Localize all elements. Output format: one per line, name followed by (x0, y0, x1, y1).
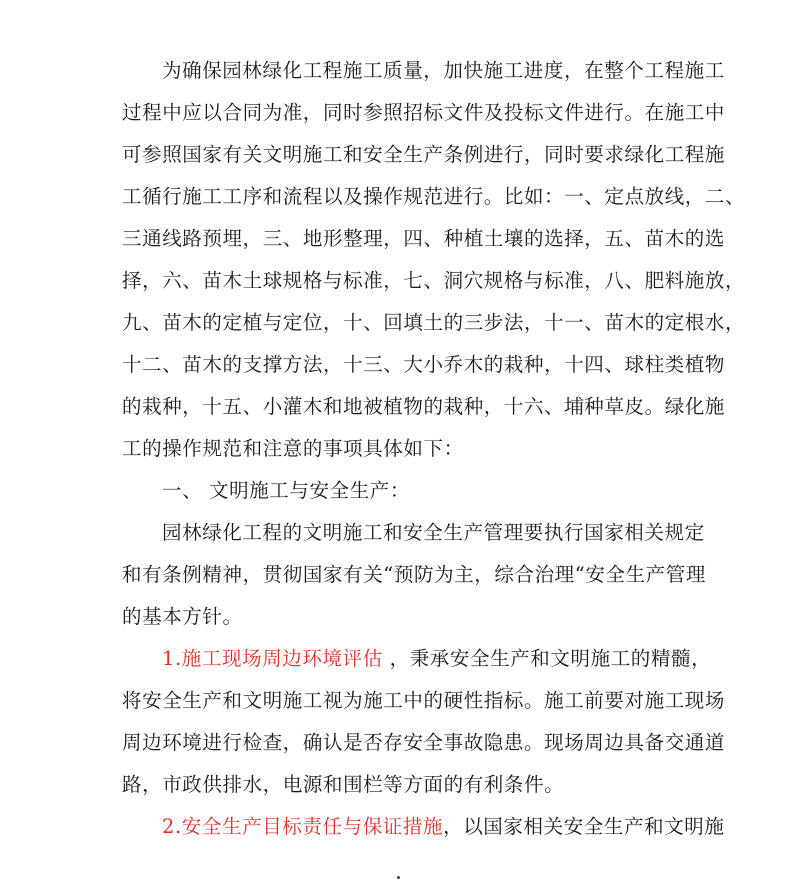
item1-line-2: 将安全生产和文明施工视为施工中的硬性指标。施工前要对施工现场 (122, 689, 726, 712)
item1-line-4: 路，市政供排水，电源和围栏等方面的有利条件。 (122, 773, 565, 796)
paragraph2-line-1: 园林绿化工程的文明施工和安全生产管理要执行国家相关规定 (162, 521, 705, 544)
item2-red-label: 2.安全生产目标责任与保证措施 (162, 815, 444, 838)
item2-first-line-rest: ，以国家相关安全生产和文明施 (443, 815, 725, 838)
paragraph1-line-10: 工的操作规范和注意的事项具体如下： (122, 437, 464, 460)
paragraph1-line-3: 可参照国家有关文明施工和安全生产条例进行，同时要求绿化工程施 (122, 143, 726, 166)
item1-red-label: 1.施工现场周边环境评估 (162, 647, 383, 670)
item1-line-3: 周边环境进行检查，确认是否存安全事故隐患。现场周边具备交通道 (122, 731, 726, 754)
paragraph1-line-6: 择，六、苗木土球规格与标准，七、洞穴规格与标准，八、肥料施放， (122, 269, 746, 292)
paragraph2-line-2: 和有条例精神，贯彻国家有关“预防为主，综合治理“安全生产管理 (122, 563, 706, 586)
paragraph2-line-3: 的基本方针。 (122, 605, 243, 628)
item2-first-line (162, 814, 725, 840)
paragraph1-line-8: 十二、苗木的支撑方法，十三、大小乔木的栽种，十四、球柱类植物 (122, 353, 726, 376)
paragraph1-line-4: 工循行施工工序和流程以及操作规范进行。比如：一、定点放线，二、 (122, 185, 746, 208)
paragraph1-line-5: 三通线路预埋，三、地形整理，四、种植土壤的选择，五、苗木的选 (122, 227, 726, 250)
page-number-mark (397, 876, 400, 879)
paragraph1-line-2: 过程中应以合同为准，同时参照招标文件及投标文件进行。在施工中 (122, 101, 726, 124)
item1-first-line-rest: ，秉承安全生产和文明施工的精髓， (382, 647, 712, 670)
section-heading-1: 一、 文明施工与安全生产： (162, 479, 410, 502)
paragraph1-line-9: 的栽种，十五、小灌木和地被植物的栽种，十六、埔种草皮。绿化施 (122, 395, 726, 418)
paragraph1-line-1: 为确保园林绿化工程施工质量，加快施工进度，在整个工程施工 (162, 59, 725, 82)
item1-first-line (162, 646, 722, 672)
paragraph1-line-7: 九、苗木的定植与定位，十、回填土的三步法，十一、苗木的定根水， (122, 311, 746, 334)
